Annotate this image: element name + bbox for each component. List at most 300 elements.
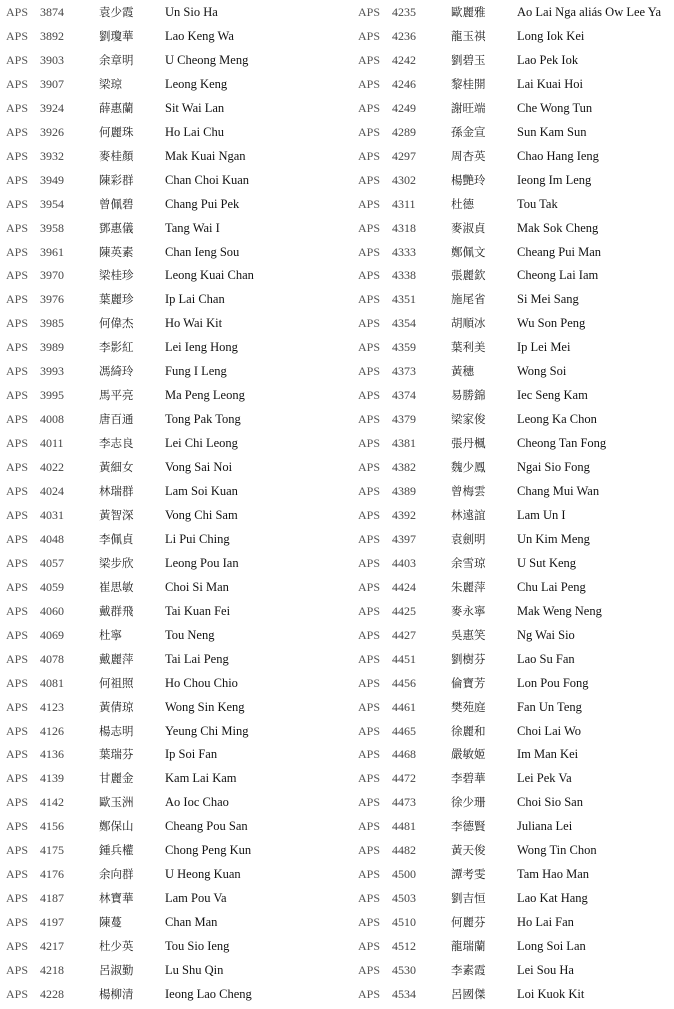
record-prefix: APS [6,555,29,570]
romanized-name: Lao Keng Wa [165,28,234,43]
romanized-name: Ieong Im Leng [517,172,592,187]
record-number: 4373 [392,364,416,379]
record-prefix: APS [6,436,29,451]
record-prefix: APS [6,244,29,259]
record-number: 3954 [40,196,64,211]
record-prefix: APS [6,100,29,115]
chinese-name: 徐麗和 [451,723,486,738]
record-number: 3976 [40,292,64,307]
romanized-name: Lao Su Fan [517,651,575,666]
record-prefix: APS [358,76,381,91]
romanized-name: Ho Lai Fan [517,915,574,930]
romanized-name: Leong Ka Chon [517,412,597,427]
chinese-name: 鄭保山 [99,819,134,834]
record-number: 4351 [392,292,416,307]
record-number: 4236 [392,28,416,43]
chinese-name: 曾梅雲 [451,484,486,498]
record-prefix: APS [6,388,29,403]
record-number: 4246 [392,76,416,91]
record-number: 4011 [40,436,64,451]
chinese-name: 張麗欽 [451,268,486,283]
romanized-name: Wu Son Peng [517,316,586,331]
romanized-name: Leong Pou Ian [165,555,239,570]
chinese-name: 甘麗金 [99,771,134,786]
record-prefix: APS [358,436,381,451]
romanized-name: Choi Si Man [165,579,229,594]
record-number: 3907 [40,76,64,91]
romanized-name: Cheang Pou San [165,819,248,834]
chinese-name: 朱麗萍 [451,579,486,594]
record-number: 3970 [40,268,64,283]
romanized-name: Juliana Lei [517,819,573,834]
romanized-name: Loi Kuok Kit [517,986,585,1001]
romanized-name: Che Wong Tun [517,100,593,115]
romanized-name: Lam Pou Va [165,891,227,906]
record-prefix: APS [6,292,29,307]
romanized-name: Iec Seng Kam [517,388,588,403]
record-prefix: APS [358,244,381,259]
chinese-name: 吳惠笑 [451,627,486,642]
romanized-name: Lao Kat Hang [517,891,588,906]
record-number: 4242 [392,52,416,67]
record-prefix: APS [358,5,381,19]
romanized-name: Choi Sio San [517,795,583,810]
romanized-name: Lei Ieng Hong [165,340,238,355]
record-prefix: APS [6,675,29,690]
record-number: 4425 [392,603,416,618]
chinese-name: 梁步欣 [99,555,134,570]
record-prefix: APS [6,986,29,1001]
chinese-name: 楊志明 [99,723,134,738]
record-number: 4500 [392,867,416,882]
record-number: 4217 [40,939,64,954]
chinese-name: 黎桂開 [451,76,486,91]
romanized-name: Choi Lai Wo [517,723,582,738]
chinese-name: 麥永寧 [451,603,486,618]
chinese-name: 施尾省 [451,292,486,307]
romanized-name: Chang Pui Pek [165,196,240,211]
chinese-name: 杜少英 [99,939,134,954]
chinese-name: 劉瓊華 [99,28,134,43]
romanized-name: Tou Neng [165,627,215,642]
romanized-name: Ao Lai Nga aliás Ow Lee Ya [517,5,662,19]
romanized-name: Ho Wai Kit [165,316,223,331]
record-prefix: APS [358,292,381,307]
romanized-name: Vong Chi Sam [165,507,238,522]
record-number: 3989 [40,340,64,355]
record-prefix: APS [6,651,29,666]
romanized-name: Li Pui Ching [165,531,230,546]
record-number: 4136 [40,747,64,762]
record-prefix: APS [358,963,381,977]
romanized-name: Mak Sok Cheng [517,220,599,235]
record-prefix: APS [358,795,381,810]
chinese-name: 李素霞 [451,963,486,977]
record-number: 4218 [40,963,64,977]
record-number: 4123 [40,699,64,714]
record-number: 4359 [392,340,416,355]
record-number: 4078 [40,651,64,666]
record-prefix: APS [358,771,381,786]
romanized-name: Leong Kuai Chan [165,268,254,283]
record-number: 4069 [40,627,64,642]
romanized-name: Mak Kuai Ngan [165,148,246,163]
record-number: 4403 [392,555,416,570]
record-prefix: APS [358,555,381,570]
romanized-name: Ng Wai Sio [517,627,575,642]
record-prefix: APS [6,531,29,546]
romanized-name: Chan Man [165,915,218,930]
romanized-name: Chan Choi Kuan [165,172,250,187]
romanized-name: Cheang Pui Man [517,244,602,259]
romanized-name: Im Man Kei [517,747,579,762]
record-prefix: APS [6,843,29,858]
chinese-name: 麥淑貞 [451,220,486,235]
chinese-name: 鄭佩文 [451,244,486,259]
record-prefix: APS [6,52,29,67]
record-prefix: APS [358,603,381,618]
record-number: 4289 [392,124,416,139]
chinese-name: 歐麗雅 [451,5,486,19]
chinese-name: 黃穗 [451,364,474,379]
record-number: 4465 [392,723,416,738]
chinese-name: 梁家俊 [451,412,486,427]
romanized-name: Lon Pou Fong [517,675,589,690]
romanized-name: Mak Weng Neng [517,603,602,618]
record-prefix: APS [358,340,381,355]
chinese-name: 林遠誼 [451,507,486,522]
record-number: 4381 [392,436,416,451]
record-number: 3903 [40,52,64,67]
record-number: 4389 [392,484,416,498]
romanized-name: Tong Pak Tong [165,412,241,427]
romanized-name: Ngai Sio Fong [517,460,590,475]
record-prefix: APS [6,124,29,139]
record-number: 3985 [40,316,64,331]
record-prefix: APS [6,915,29,930]
chinese-name: 余向群 [99,867,134,882]
record-prefix: APS [6,603,29,618]
chinese-name: 倫寶芳 [451,675,486,690]
record-prefix: APS [6,340,29,355]
chinese-name: 鍾兵權 [99,843,134,858]
chinese-name: 李德賢 [451,819,486,834]
romanized-name: U Cheong Meng [165,52,249,67]
romanized-name: Long Iok Kei [517,28,585,43]
record-number: 4176 [40,867,64,882]
record-prefix: APS [358,412,381,427]
record-number: 4461 [392,699,416,714]
chinese-name: 黃天俊 [451,843,486,858]
record-number: 3924 [40,100,64,115]
romanized-name: Tang Wai I [165,220,220,235]
record-prefix: APS [6,460,29,475]
chinese-name: 李佩貞 [99,531,134,546]
chinese-name: 劉樹芬 [451,651,486,666]
chinese-name: 袁少霞 [99,5,134,19]
chinese-name: 葉利美 [451,340,486,355]
chinese-name: 魏少鳳 [451,460,486,475]
chinese-name: 劉碧玉 [451,52,486,67]
record-prefix: APS [6,819,29,834]
romanized-name: Ho Lai Chu [165,124,225,139]
record-prefix: APS [358,28,381,43]
chinese-name: 呂國傑 [451,986,486,1001]
record-number: 4427 [392,627,416,642]
chinese-name: 鄧惠儀 [99,220,134,235]
record-number: 4235 [392,5,416,19]
record-number: 4333 [392,244,416,259]
chinese-name: 徐少珊 [451,795,486,810]
romanized-name: Wong Soi [517,364,567,379]
chinese-name: 張丹楓 [451,436,486,451]
record-number: 3961 [40,244,64,259]
romanized-name: Sun Kam Sun [517,124,587,139]
chinese-name: 袁劍明 [451,531,486,546]
record-prefix: APS [6,196,29,211]
record-number: 4139 [40,771,64,786]
romanized-name: Lei Chi Leong [165,436,238,451]
record-prefix: APS [358,364,381,379]
record-prefix: APS [358,627,381,642]
chinese-name: 劉吉恒 [451,891,486,906]
record-number: 4175 [40,843,64,858]
romanized-name: Tou Sio Ieng [165,939,230,954]
record-number: 3995 [40,388,64,403]
record-number: 4249 [392,100,416,115]
record-number: 4456 [392,675,416,690]
chinese-name: 梁琼 [99,76,122,91]
romanized-name: Fan Un Teng [517,699,582,714]
record-number: 4512 [392,939,416,954]
record-prefix: APS [358,388,381,403]
chinese-name: 胡順冰 [451,316,486,331]
record-number: 4081 [40,675,64,690]
record-prefix: APS [6,364,29,379]
record-number: 4472 [392,771,416,786]
record-prefix: APS [358,196,381,211]
record-number: 3926 [40,124,64,139]
record-number: 4297 [392,148,416,163]
record-number: 4482 [392,843,416,858]
record-number: 4481 [392,819,416,834]
romanized-name: Lu Shu Qin [165,963,224,977]
romanized-name: Tam Hao Man [517,867,590,882]
record-number: 4031 [40,507,64,522]
record-number: 4197 [40,915,64,930]
record-prefix: APS [358,651,381,666]
record-prefix: APS [6,28,29,43]
record-number: 4142 [40,795,64,810]
record-number: 3932 [40,148,64,163]
record-prefix: APS [6,963,29,977]
romanized-name: Un Kim Meng [517,531,590,546]
chinese-name: 呂淑勤 [99,963,134,977]
record-number: 4126 [40,723,64,738]
romanized-name: Ieong Lao Cheng [165,986,252,1001]
chinese-name: 陳蔓 [99,915,122,930]
record-number: 4503 [392,891,416,906]
record-prefix: APS [358,579,381,594]
romanized-name: Sit Wai Lan [165,100,225,115]
chinese-name: 陳英素 [99,244,134,259]
record-prefix: APS [6,507,29,522]
romanized-name: Yeung Chi Ming [165,723,249,738]
record-prefix: APS [358,915,381,930]
record-prefix: APS [6,412,29,427]
record-prefix: APS [6,723,29,738]
record-prefix: APS [358,460,381,475]
chinese-name: 嚴敏姬 [451,747,486,762]
record-prefix: APS [358,723,381,738]
chinese-name: 黃細女 [99,460,134,475]
chinese-name: 戴群飛 [99,603,134,618]
romanized-name: Wong Tin Chon [517,843,597,858]
romanized-name: Tou Tak [517,196,558,211]
chinese-name: 楊艷玲 [451,172,486,187]
record-prefix: APS [6,579,29,594]
record-number: 3958 [40,220,64,235]
record-number: 4530 [392,963,416,977]
record-prefix: APS [6,316,29,331]
record-number: 4318 [392,220,416,235]
record-number: 4424 [392,579,416,594]
chinese-name: 歐玉洲 [99,795,134,810]
record-number: 3949 [40,172,64,187]
romanized-name: Ip Lai Chan [165,292,225,307]
record-prefix: APS [6,268,29,283]
record-number: 3892 [40,28,64,43]
chinese-name: 葉瑞芬 [99,747,134,762]
record-number: 4451 [392,651,416,666]
chinese-name: 李影紅 [99,340,134,355]
chinese-name: 龍玉祺 [451,28,486,43]
record-prefix: APS [358,891,381,906]
record-prefix: APS [358,148,381,163]
record-number: 4060 [40,603,64,618]
record-number: 4022 [40,460,64,475]
record-prefix: APS [6,747,29,762]
record-prefix: APS [6,484,29,498]
chinese-name: 何偉杰 [99,316,134,331]
romanized-name: Lam Un I [517,507,566,522]
record-prefix: APS [358,819,381,834]
record-prefix: APS [358,100,381,115]
record-prefix: APS [6,771,29,786]
romanized-name: U Sut Keng [517,555,577,570]
record-prefix: APS [358,172,381,187]
record-number: 4382 [392,460,416,475]
record-number: 4024 [40,484,64,498]
record-number: 4156 [40,819,64,834]
chinese-name: 黃智深 [99,507,134,522]
romanized-name: Ao Ioc Chao [165,795,229,810]
chinese-name: 譚考雯 [451,867,486,882]
record-prefix: APS [358,843,381,858]
record-prefix: APS [6,76,29,91]
chinese-name: 薛惠蘭 [99,100,134,115]
record-number: 3874 [40,5,64,19]
record-prefix: APS [358,316,381,331]
record-number: 4008 [40,412,64,427]
chinese-name: 孫金宣 [451,124,486,139]
record-prefix: APS [358,531,381,546]
romanized-name: Chu Lai Peng [517,579,586,594]
chinese-name: 易勝錦 [451,388,486,403]
record-prefix: APS [6,795,29,810]
record-number: 4473 [392,795,416,810]
chinese-name: 余雪琼 [451,555,486,570]
chinese-name: 林瑞群 [99,484,134,498]
record-number: 4374 [392,388,416,403]
romanized-name: Ho Chou Chio [165,675,238,690]
record-prefix: APS [358,507,381,522]
chinese-name: 曾佩碧 [99,196,134,211]
chinese-name: 李碧華 [451,771,486,786]
chinese-name: 唐百通 [99,412,134,427]
chinese-name: 麥桂顏 [99,148,134,163]
chinese-name: 周杏英 [451,148,486,163]
record-prefix: APS [358,986,381,1001]
record-number: 4379 [392,412,416,427]
romanized-name: Ip Lei Mei [517,340,571,355]
romanized-name: Leong Keng [165,76,228,91]
chinese-name: 余章明 [99,52,134,67]
record-number: 4397 [392,531,416,546]
chinese-name: 謝旺端 [451,100,486,115]
record-prefix: APS [358,220,381,235]
romanized-name: Si Mei Sang [517,292,579,307]
record-prefix: APS [358,52,381,67]
chinese-name: 杜德 [451,196,474,211]
romanized-name: Chang Mui Wan [517,484,600,498]
record-prefix: APS [6,627,29,642]
record-prefix: APS [358,675,381,690]
romanized-name: Cheong Lai Iam [517,268,599,283]
record-number: 4311 [392,196,416,211]
chinese-name: 戴麗萍 [99,651,134,666]
chinese-name: 崔思敏 [99,579,134,594]
record-number: 4338 [392,268,416,283]
record-prefix: APS [6,220,29,235]
chinese-name: 葉麗珍 [99,292,134,307]
romanized-name: Lai Kuai Hoi [517,76,583,91]
romanized-name: Cheong Tan Fong [517,436,607,451]
record-number: 4468 [392,747,416,762]
chinese-name: 黃倩琼 [99,699,134,714]
record-number: 4187 [40,891,64,906]
record-prefix: APS [358,484,381,498]
romanized-name: Lam Soi Kuan [165,484,238,498]
record-number: 4228 [40,986,64,1001]
record-number: 4534 [392,986,416,1001]
record-prefix: APS [358,867,381,882]
romanized-name: Wong Sin Keng [165,699,245,714]
romanized-name: Chan Ieng Sou [165,244,240,259]
chinese-name: 楊柳清 [99,986,134,1001]
record-prefix: APS [6,939,29,954]
chinese-name: 杜寧 [99,627,122,642]
romanized-name: Un Sio Ha [165,5,218,19]
chinese-name: 樊苑庭 [451,699,486,714]
chinese-name: 何麗珠 [99,124,134,139]
romanized-name: Tai Lai Peng [165,651,229,666]
record-number: 4354 [392,316,416,331]
romanized-name: Fung I Leng [165,364,227,379]
record-prefix: APS [6,5,29,19]
record-number: 3993 [40,364,64,379]
chinese-name: 陳彩群 [99,172,134,187]
